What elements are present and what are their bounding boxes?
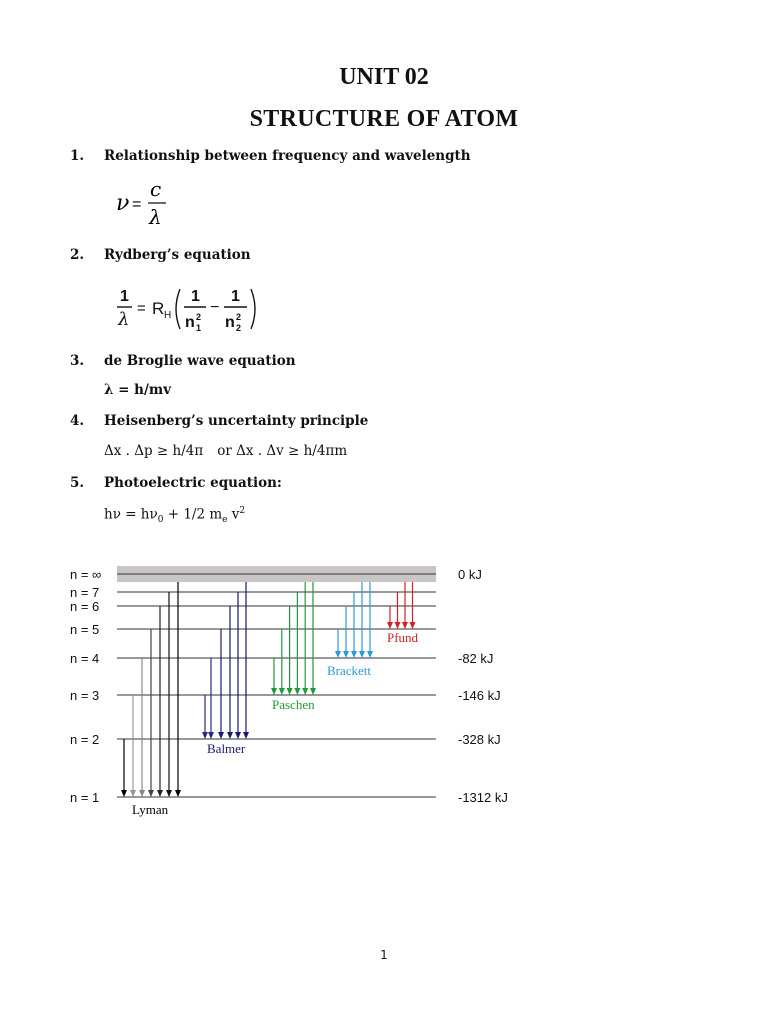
brackett-arrow-head bbox=[351, 651, 357, 658]
heisenberg-formula bbox=[104, 443, 347, 459]
level-label: n = 3 bbox=[70, 688, 100, 703]
rydberg-r: R bbox=[152, 299, 165, 318]
rydberg-lambda: λ bbox=[118, 309, 130, 330]
section-4-number: 4. bbox=[70, 413, 85, 429]
section-3-number: 3. bbox=[70, 353, 85, 369]
pfund-arrow-head bbox=[395, 622, 401, 629]
lambda-symbol: λ bbox=[149, 205, 162, 229]
lyman-arrow-head bbox=[130, 790, 136, 797]
left-paren bbox=[176, 289, 180, 329]
rydberg-n2: n bbox=[225, 314, 235, 331]
energy-value: -1312 kJ bbox=[458, 790, 508, 805]
page-number: 1 bbox=[380, 948, 388, 962]
series-label-lyman: Lyman bbox=[132, 802, 169, 817]
section-5-heading: Photoelectric equation: bbox=[104, 475, 282, 491]
rydberg-n1: n bbox=[185, 314, 195, 331]
balmer-arrow-head bbox=[243, 732, 249, 739]
frequency-equation bbox=[104, 178, 184, 234]
photo-part-a: hν = hν bbox=[104, 506, 158, 523]
rydberg-n2-sup: 2 bbox=[236, 312, 242, 322]
lyman-arrow-head bbox=[121, 790, 127, 797]
photo-part-c: v bbox=[227, 506, 240, 523]
rydberg-n1-sup: 2 bbox=[196, 312, 202, 322]
lyman-arrow-head bbox=[139, 790, 145, 797]
brackett-arrow-head bbox=[359, 651, 365, 658]
photo-part-b: + 1/2 m bbox=[163, 506, 223, 523]
section-1-number: 1. bbox=[70, 148, 85, 164]
section-1-heading: Relationship between frequency and wavelength bbox=[104, 148, 471, 164]
level-label: n = 1 bbox=[70, 790, 100, 805]
level-label: n = 6 bbox=[70, 599, 100, 614]
level-label: n = ∞ bbox=[70, 567, 102, 582]
heisenberg-formula-b: or Δx . Δv ≥ h/4πm bbox=[217, 443, 348, 459]
level-label: n = 2 bbox=[70, 732, 100, 747]
balmer-arrow-head bbox=[227, 732, 233, 739]
lyman-arrow-head bbox=[148, 790, 154, 797]
rydberg-minus: − bbox=[210, 299, 220, 316]
nu-symbol: ν bbox=[116, 191, 130, 216]
rydberg-one: 1 bbox=[120, 288, 129, 305]
unit-heading: UNIT 02 bbox=[339, 64, 429, 90]
rydberg-one-b: 1 bbox=[191, 288, 200, 305]
paschen-arrow-head bbox=[271, 688, 277, 695]
right-paren bbox=[251, 289, 255, 329]
rydberg-h-sub: H bbox=[164, 310, 172, 321]
brackett-arrow-head bbox=[335, 651, 341, 658]
rydberg-one-c: 1 bbox=[231, 288, 240, 305]
level-label: n = 7 bbox=[70, 585, 100, 600]
equals-sign: = bbox=[132, 196, 142, 213]
balmer-arrow-head bbox=[235, 732, 241, 739]
balmer-arrow-head bbox=[202, 732, 208, 739]
de-broglie-formula: λ = h/mv bbox=[104, 382, 172, 398]
paschen-arrow-head bbox=[279, 688, 285, 695]
balmer-arrow-head bbox=[208, 732, 214, 739]
pfund-arrow-head bbox=[402, 622, 408, 629]
section-3-heading: de Broglie wave equation bbox=[104, 353, 296, 369]
lyman-arrow-head bbox=[166, 790, 172, 797]
photo-sub-0: 0 bbox=[157, 515, 164, 526]
photo-sub-e: e bbox=[222, 515, 228, 526]
energy-value: -82 kJ bbox=[458, 651, 494, 666]
energy-value: 0 kJ bbox=[458, 567, 482, 582]
series-label-balmer: Balmer bbox=[207, 741, 246, 756]
rydberg-n1-sub: 1 bbox=[196, 323, 202, 333]
pfund-arrow-head bbox=[410, 622, 416, 629]
energy-value: -146 kJ bbox=[458, 688, 501, 703]
balmer-arrow-head bbox=[218, 732, 224, 739]
paschen-arrow-head bbox=[294, 688, 300, 695]
section-2-heading: Rydberg’s equation bbox=[104, 247, 251, 263]
series-label-brackett: Brackett bbox=[327, 663, 372, 678]
pfund-arrow-head bbox=[387, 622, 393, 629]
photoelectric-formula bbox=[104, 506, 245, 525]
series-label-pfund: Pfund bbox=[387, 630, 419, 645]
hydrogen-spectrum-diagram bbox=[0, 560, 768, 830]
rydberg-equals: = bbox=[137, 300, 146, 317]
paschen-arrow-head bbox=[302, 688, 308, 695]
c-symbol: c bbox=[150, 178, 162, 201]
photo-sup-2: 2 bbox=[239, 506, 246, 516]
energy-value: -328 kJ bbox=[458, 732, 501, 747]
brackett-arrow-head bbox=[367, 651, 373, 658]
section-5-number: 5. bbox=[70, 475, 85, 491]
level-label: n = 4 bbox=[70, 651, 100, 666]
section-4-heading: Heisenberg’s uncertainty principle bbox=[104, 413, 369, 429]
rydberg-n2-sub: 2 bbox=[236, 323, 242, 333]
paschen-arrow-head bbox=[287, 688, 293, 695]
section-2-number: 2. bbox=[70, 247, 85, 263]
lyman-arrow-head bbox=[157, 790, 163, 797]
rydberg-equation bbox=[110, 283, 270, 339]
series-label-paschen: Paschen bbox=[272, 697, 315, 712]
paschen-arrow-head bbox=[310, 688, 316, 695]
brackett-arrow-head bbox=[343, 651, 349, 658]
heisenberg-formula-a: Δx . Δp ≥ h/4π bbox=[104, 443, 204, 459]
lyman-arrow-head bbox=[175, 790, 181, 797]
page-title: STRUCTURE OF ATOM bbox=[249, 106, 519, 132]
level-label: n = 5 bbox=[70, 622, 100, 637]
